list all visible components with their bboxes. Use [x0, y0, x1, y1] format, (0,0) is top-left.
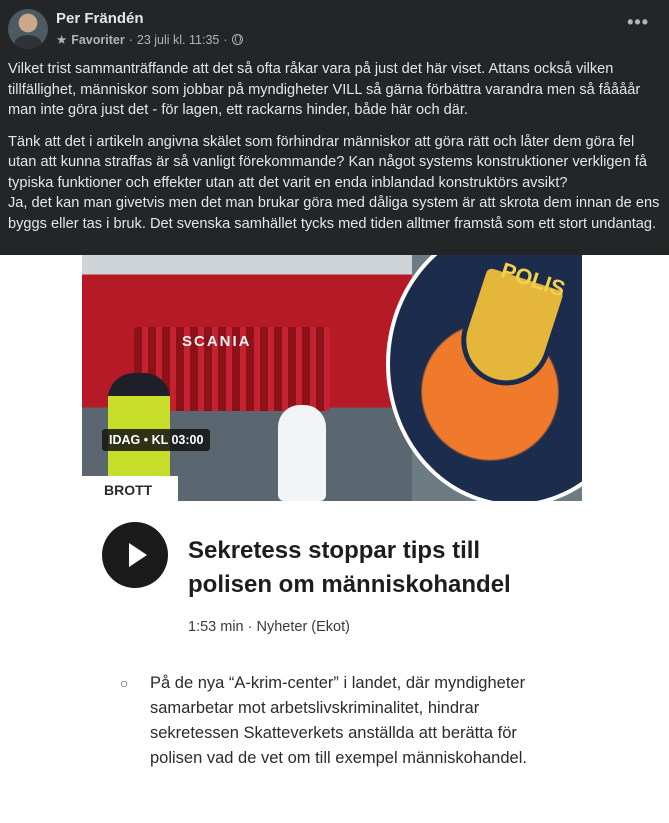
post-paragraph: Vilket trist sammanträffande att det så ofta råkar vara på just det här viset. Attans också vilken tillfällighet, människor som jobbar på myndigheter VILL så gärna förbättra varandra men så fåååår man inte göra just det - för lagen, ett rackarns hinder, både här och där.	[8, 61, 641, 118]
avatar[interactable]	[8, 9, 48, 49]
post-paragraph: Tänk att det i artikeln angivna skälet som förhindrar människor att göra rätt och låter dem göra fel utan att kunna straffas är så vanligt förekommande? Kan något systems konstruktioner verkligen få typiska funktioner och effekter utan att det varit en enda inblandad konstruktörs avsikt? Ja, det kan man givetvis men det man brukar göra med dåliga system är att skrota dem innan de ens byggs eller tas i bruk. Det svenska samhället tycks med tiden alltmer framstå som ett stort undantag.	[8, 133, 660, 232]
play-icon[interactable]	[102, 522, 168, 588]
truck-brand: SCANIA	[182, 333, 252, 350]
forensic-figure	[278, 405, 326, 501]
audience-label[interactable]: Favoriter	[71, 32, 125, 47]
globe-icon[interactable]	[232, 34, 243, 45]
meta-separator: ·	[128, 32, 133, 47]
article-duration-source: 1:53 min · Nyheter (Ekot)	[188, 619, 350, 635]
more-options-button[interactable]: •••	[627, 12, 649, 32]
post-author[interactable]: Per Frändén	[56, 10, 144, 27]
post-text	[8, 59, 660, 245]
police-patch-text: POLIS	[497, 257, 569, 302]
article-summary: På de nya “A-krim-center” i landet, där myndigheter samarbetar mot arbetslivskriminalitet, hindrar sekretessen Skatteverkets anställda att berätta för polisen vad de vet om till exempel människohandel.	[150, 674, 527, 767]
shared-article[interactable]	[82, 255, 582, 823]
bullet-circle-icon: ○	[120, 675, 129, 691]
time-badge: IDAG • KL 03:00	[102, 429, 210, 451]
post-timestamp[interactable]: 23 juli kl. 11:35	[136, 32, 220, 47]
category-label[interactable]: BROTT	[82, 476, 178, 501]
facebook-post	[0, 0, 669, 255]
truck-photo	[82, 255, 412, 501]
article-image[interactable]	[82, 255, 582, 501]
star-icon: ★	[56, 33, 68, 47]
meta-separator: ·	[223, 32, 228, 47]
post-meta	[56, 32, 243, 47]
article-headline[interactable]: Sekretess stoppar tips till polisen om människohandel	[188, 537, 511, 598]
